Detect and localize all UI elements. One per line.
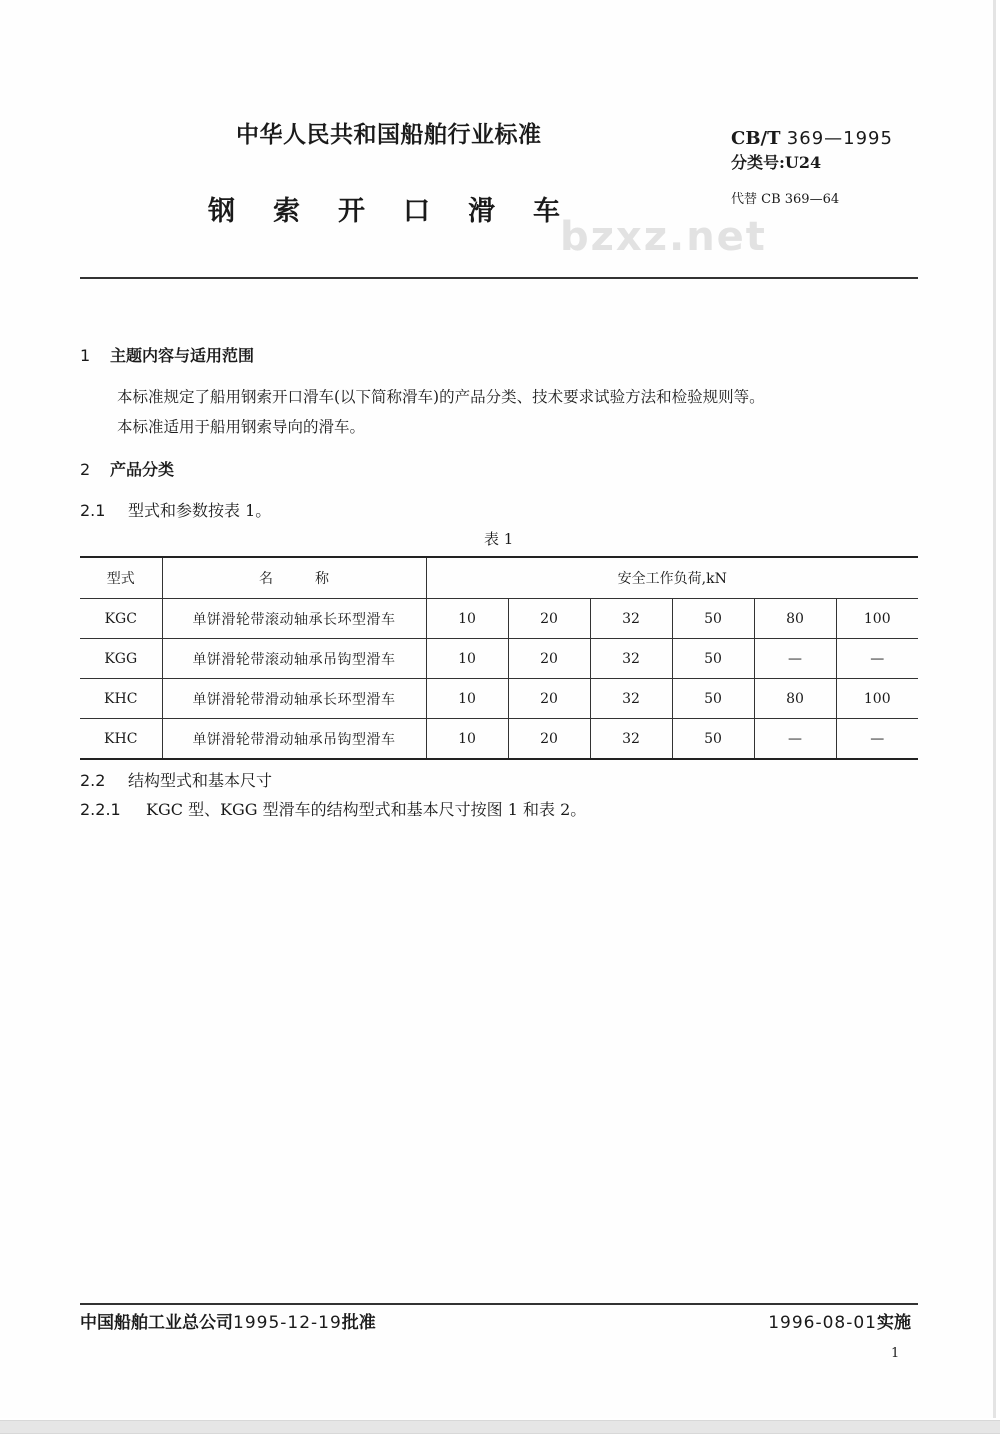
standard-code-prefix: CB/T xyxy=(731,128,781,149)
section-number: 2 xyxy=(80,460,91,479)
cell-load: — xyxy=(754,639,836,679)
effective-label: 实施 xyxy=(877,1313,911,1333)
section-text: KGC 型、KGG 型滑车的结构型式和基本尺寸按图 1 和表 2。 xyxy=(146,800,587,819)
classification-code: 分类号:U24 xyxy=(731,153,822,172)
section-2-heading xyxy=(80,459,174,481)
cell-type: KHC xyxy=(80,679,162,719)
cell-load: 20 xyxy=(508,639,590,679)
cell-load: 10 xyxy=(426,719,508,760)
section-number: 2.2 xyxy=(80,771,106,790)
cell-load: 50 xyxy=(672,639,754,679)
cell-load: — xyxy=(836,639,918,679)
table-row xyxy=(80,679,918,719)
approval-info xyxy=(80,1312,376,1334)
section-number: 2.1 xyxy=(80,501,106,520)
cell-load: 32 xyxy=(590,719,672,760)
section-1-paragraph-2: 本标准适用于船用钢索导向的滑车。 xyxy=(117,418,366,436)
cell-load: — xyxy=(836,719,918,760)
cell-name: 单饼滑轮带滑动轴承长环型滑车 xyxy=(162,679,426,719)
section-1-paragraph-1: 本标准规定了船用钢索开口滑车(以下简称滑车)的产品分类、技术要求试验方法和检验规则等。 xyxy=(117,388,765,406)
horizontal-scrollbar[interactable] xyxy=(0,1420,1000,1434)
cell-load: 100 xyxy=(836,679,918,719)
standard-code xyxy=(731,128,893,150)
section-title: 产品分类 xyxy=(110,460,175,479)
watermark: bzxz.net xyxy=(560,214,767,260)
table-1 xyxy=(80,556,918,760)
cell-load: 20 xyxy=(508,679,590,719)
table-header-row xyxy=(80,557,918,599)
cell-load: 50 xyxy=(672,679,754,719)
replaces-standard: 代替 CB 369—64 xyxy=(731,192,840,207)
section-1-heading xyxy=(80,345,254,367)
cell-load: 10 xyxy=(426,599,508,639)
approve-date: 1995-12-19 xyxy=(233,1313,342,1333)
cell-load: 32 xyxy=(590,599,672,639)
org-title: 中华人民共和国船舶行业标准 xyxy=(236,122,542,148)
cell-load: — xyxy=(754,719,836,760)
section-2-2-1 xyxy=(80,799,586,821)
table-row xyxy=(80,639,918,679)
cell-type: KGG xyxy=(80,639,162,679)
header-type: 型式 xyxy=(80,557,162,599)
standard-code-number: 369—1995 xyxy=(786,128,893,149)
header-load: 安全工作负荷,kN xyxy=(426,557,918,599)
cell-load: 80 xyxy=(754,679,836,719)
section-2-2 xyxy=(80,770,272,792)
section-number: 2.2.1 xyxy=(80,800,121,819)
cell-load: 32 xyxy=(590,679,672,719)
header-divider xyxy=(80,277,918,279)
table-row xyxy=(80,719,918,760)
cell-name: 单饼滑轮带滑动轴承吊钩型滑车 xyxy=(162,719,426,760)
cell-load: 20 xyxy=(508,719,590,760)
cell-type: KGC xyxy=(80,599,162,639)
page-number: 1 xyxy=(891,1346,900,1361)
section-text: 结构型式和基本尺寸 xyxy=(128,771,273,790)
table-row xyxy=(80,599,918,639)
issuer: 中国船舶工业总公司 xyxy=(80,1313,233,1333)
cell-load: 10 xyxy=(426,639,508,679)
section-title: 主题内容与适用范围 xyxy=(110,346,255,365)
section-text: 型式和参数按表 1。 xyxy=(128,501,272,520)
approve-label: 批准 xyxy=(341,1313,376,1333)
cell-load: 50 xyxy=(672,599,754,639)
cell-load: 20 xyxy=(508,599,590,639)
doc-title: 钢索开口滑车 xyxy=(208,196,598,227)
footer-divider xyxy=(80,1303,918,1305)
cell-load: 32 xyxy=(590,639,672,679)
section-number: 1 xyxy=(80,346,91,365)
cell-load: 10 xyxy=(426,679,508,719)
table-caption: 表 1 xyxy=(484,530,514,548)
section-2-1 xyxy=(80,500,271,522)
effective-info xyxy=(768,1312,911,1334)
cell-type: KHC xyxy=(80,719,162,760)
effective-date: 1996-08-01 xyxy=(768,1313,877,1333)
cell-name: 单饼滑轮带滚动轴承吊钩型滑车 xyxy=(162,639,426,679)
cell-load: 100 xyxy=(836,599,918,639)
cell-load: 50 xyxy=(672,719,754,760)
cell-load: 80 xyxy=(754,599,836,639)
header-name: 名 称 xyxy=(162,557,426,599)
cell-name: 单饼滑轮带滚动轴承长环型滑车 xyxy=(162,599,426,639)
